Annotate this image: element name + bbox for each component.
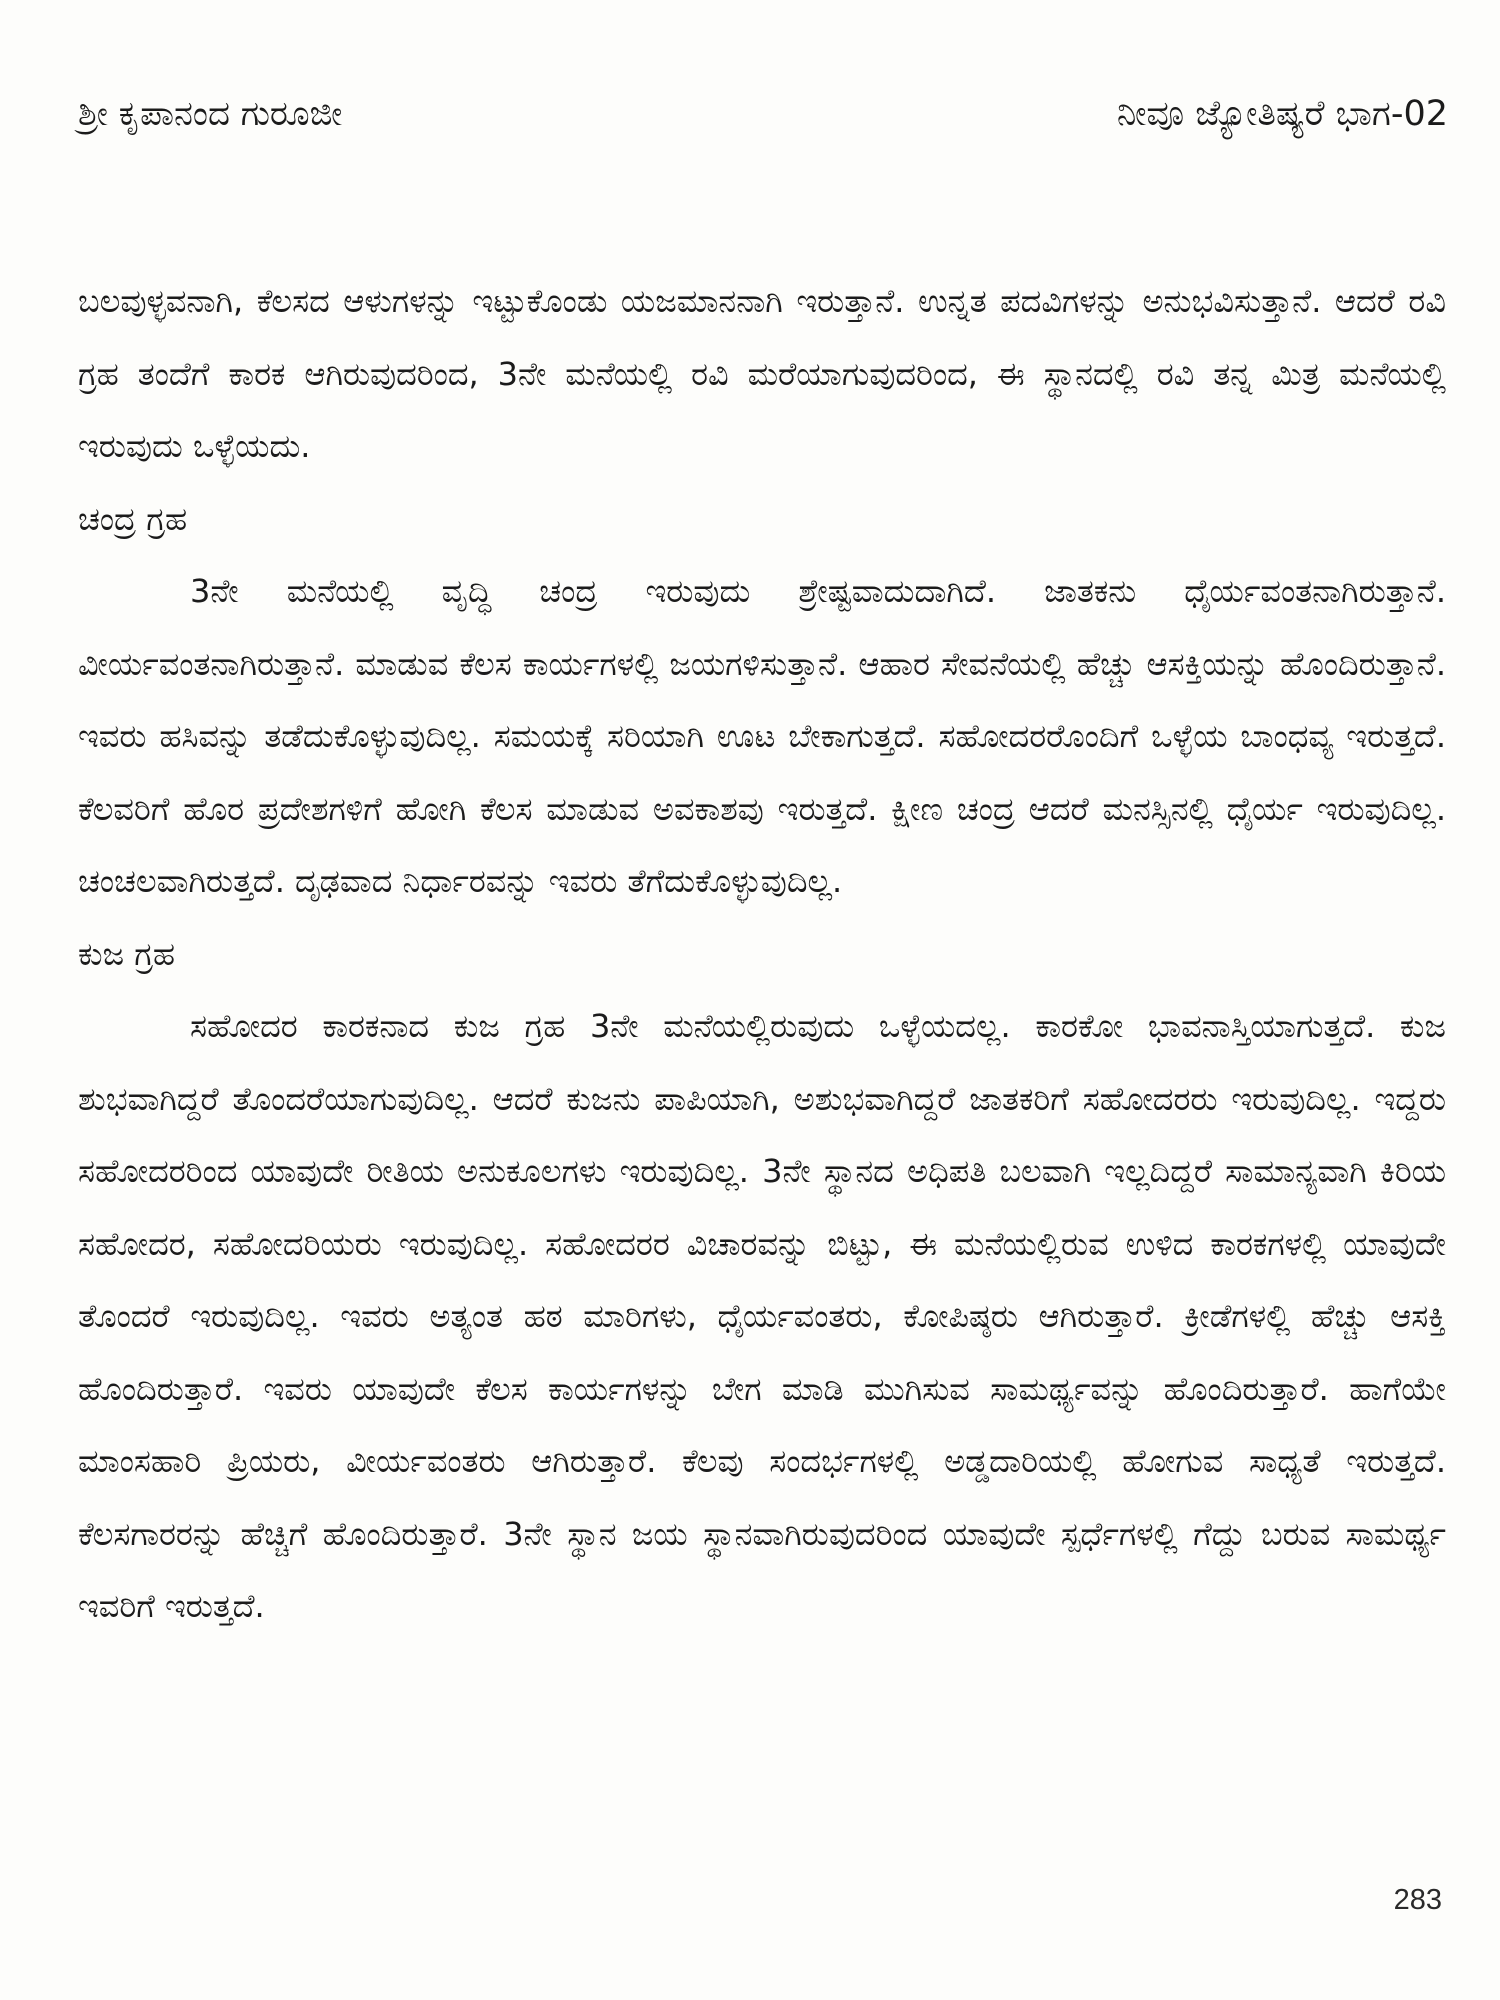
intro-paragraph: ಬಲವುಳ್ಳವನಾಗಿ, ಕೆಲಸದ ಆಳುಗಳನ್ನು ಇಟ್ಟುಕೊಂಡು ಯಜಮಾನನಾಗಿ ಇರುತ್ತಾನೆ. ಉನ್ನತ ಪದವಿಗಳನ್ನು ಅನುಭವಿಸುತ್ತಾನೆ. ಆದರೆ ರವಿ ಗ್ರಹ ತಂದೆಗೆ ಕಾರಕ ಆಗಿರುವುದರಿಂದ, 3ನೇ ಮನೆಯಲ್ಲಿ ರವಿ ಮರೆಯಾಗುವುದರಿಂದ, ಈ ಸ್ಥಾನದಲ್ಲಿ ರವಿ ತನ್ನ ಮಿತ್ರ ಮನೆಯಲ್ಲಿ ಇರುವುದು ಒಳ್ಳೆಯದು. [78, 282, 1446, 465]
section-heading-kuja: ಕುಜ ಗ್ರಹ [78, 934, 176, 973]
section-paragraph-kuja: ಸಹೋದರ ಕಾರಕನಾದ ಕುಜ ಗ್ರಹ 3ನೇ ಮನೆಯಲ್ಲಿರುವುದು ಒಳ್ಳೆಯದಲ್ಲ. ಕಾರಕೋ ಭಾವನಾಸ್ತಿಯಾಗುತ್ತದೆ. ಕುಜ ಶುಭವಾಗಿದ್ದರೆ ತೊಂದರೆಯಾಗುವುದಿಲ್ಲ. ಆದರೆ ಕುಜನು ಪಾಪಿಯಾಗಿ, ಅಶುಭವಾಗಿದ್ದರೆ ಜಾತಕರಿಗೆ ಸಹೋದರರು ಇರುವುದಿಲ್ಲ. ಇದ್ದರು ಸಹೋದರರಿಂದ ಯಾವುದೇ ರೀತಿಯ ಅನುಕೂಲಗಳು ಇರುವುದಿಲ್ಲ. 3ನೇ ಸ್ಥಾನದ ಅಧಿಪತಿ ಬಲವಾಗಿ ಇಲ್ಲದಿದ್ದರೆ ಸಾಮಾನ್ಯವಾಗಿ ಕಿರಿಯ ಸಹೋದರ, ಸಹೋದರಿಯರು ಇರುವುದಿಲ್ಲ. ಸಹೋದರರ ವಿಚಾರವನ್ನು ಬಿಟ್ಟು, ಈ ಮನೆಯಲ್ಲಿರುವ ಉಳಿದ ಕಾರಕಗಳಲ್ಲಿ ಯಾವುದೇ ತೊಂದರೆ ಇರುವುದಿಲ್ಲ. ಇವರು ಅತ್ಯಂತ ಹಠ ಮಾರಿಗಳು, ಧೈರ್ಯವಂತರು, ಕೋಪಿಷ್ಠರು ಆಗಿರುತ್ತಾರೆ. ಕ್ರೀಡೆಗಳಲ್ಲಿ ಹೆಚ್ಚು ಆಸಕ್ತಿ ಹೊಂದಿರುತ್ತಾರೆ. ಇವರು ಯಾವುದೇ ಕೆಲಸ ಕಾರ್ಯಗಳನ್ನು ಬೇಗ ಮಾಡಿ ಮುಗಿಸುವ ಸಾಮರ್ಥ್ಯವನ್ನು ಹೊಂದಿರುತ್ತಾರೆ. ಹಾಗೆಯೇ ಮಾಂಸಹಾರಿ ಪ್ರಿಯರು, ವೀರ್ಯವಂತರು ಆಗಿರುತ್ತಾರೆ. ಕೆಲವು ಸಂದರ್ಭಗಳಲ್ಲಿ ಅಡ್ಡದಾರಿಯಲ್ಲಿ ಹೋಗುವ ಸಾಧ್ಯತೆ ಇರುತ್ತದೆ. ಕೆಲಸಗಾರರನ್ನು ಹೆಚ್ಚಿಗೆ ಹೊಂದಿರುತ್ತಾರೆ. 3ನೇ ಸ್ಥಾನ ಜಯ ಸ್ಥಾನವಾಗಿರುವುದರಿಂದ ಯಾವುದೇ ಸ್ಪರ್ಧೆಗಳಲ್ಲಿ ಗೆದ್ದು ಬರುವ ಸಾಮರ್ಥ್ಯ ಇವರಿಗೆ ಇರುತ್ತದೆ. [78, 1007, 1446, 1625]
header-author: ಶ್ರೀ ಕೃಪಾನಂದ ಗುರೂಜೀ [78, 94, 343, 134]
section-heading-chandra: ಚಂದ್ರ ಗ್ರಹ [78, 499, 188, 538]
running-header [78, 92, 1448, 136]
header-book-title: ನೀವೂ ಜ್ಯೋತಿಷ್ಯರೆ ಭಾಗ-02 [1116, 94, 1448, 134]
page-number: 283 [1393, 1884, 1442, 1916]
body-text [78, 265, 1446, 1643]
section-paragraph-chandra: 3ನೇ ಮನೆಯಲ್ಲಿ ವೃದ್ಧಿ ಚಂದ್ರ ಇರುವುದು ಶ್ರೇಷ್ಟವಾದುದಾಗಿದೆ. ಜಾತಕನು ಧೈರ್ಯವಂತನಾಗಿರುತ್ತಾನೆ. ವೀರ್ಯವಂತನಾಗಿರುತ್ತಾನೆ. ಮಾಡುವ ಕೆಲಸ ಕಾರ್ಯಗಳಲ್ಲಿ ಜಯಗಳಿಸುತ್ತಾನೆ. ಆಹಾರ ಸೇವನೆಯಲ್ಲಿ ಹೆಚ್ಚು ಆಸಕ್ತಿಯನ್ನು ಹೊಂದಿರುತ್ತಾನೆ. ಇವರು ಹಸಿವನ್ನು ತಡೆದುಕೊಳ್ಳುವುದಿಲ್ಲ. ಸಮಯಕ್ಕೆ ಸರಿಯಾಗಿ ಊಟ ಬೇಕಾಗುತ್ತದೆ. ಸಹೋದರರೊಂದಿಗೆ ಒಳ್ಳೆಯ ಬಾಂಧವ್ಯ ಇರುತ್ತದೆ. ಕೆಲವರಿಗೆ ಹೊರ ಪ್ರದೇಶಗಳಿಗೆ ಹೋಗಿ ಕೆಲಸ ಮಾಡುವ ಅವಕಾಶವು ಇರುತ್ತದೆ. ಕ್ಷೀಣ ಚಂದ್ರ ಆದರೆ ಮನಸ್ಸಿನಲ್ಲಿ ಧೈರ್ಯ ಇರುವುದಿಲ್ಲ. ಚಂಚಲವಾಗಿರುತ್ತದೆ. ದೃಢವಾದ ನಿರ್ಧಾರವನ್ನು ಇವರು ತೆಗೆದುಕೊಳ್ಳುವುದಿಲ್ಲ. [78, 572, 1446, 900]
